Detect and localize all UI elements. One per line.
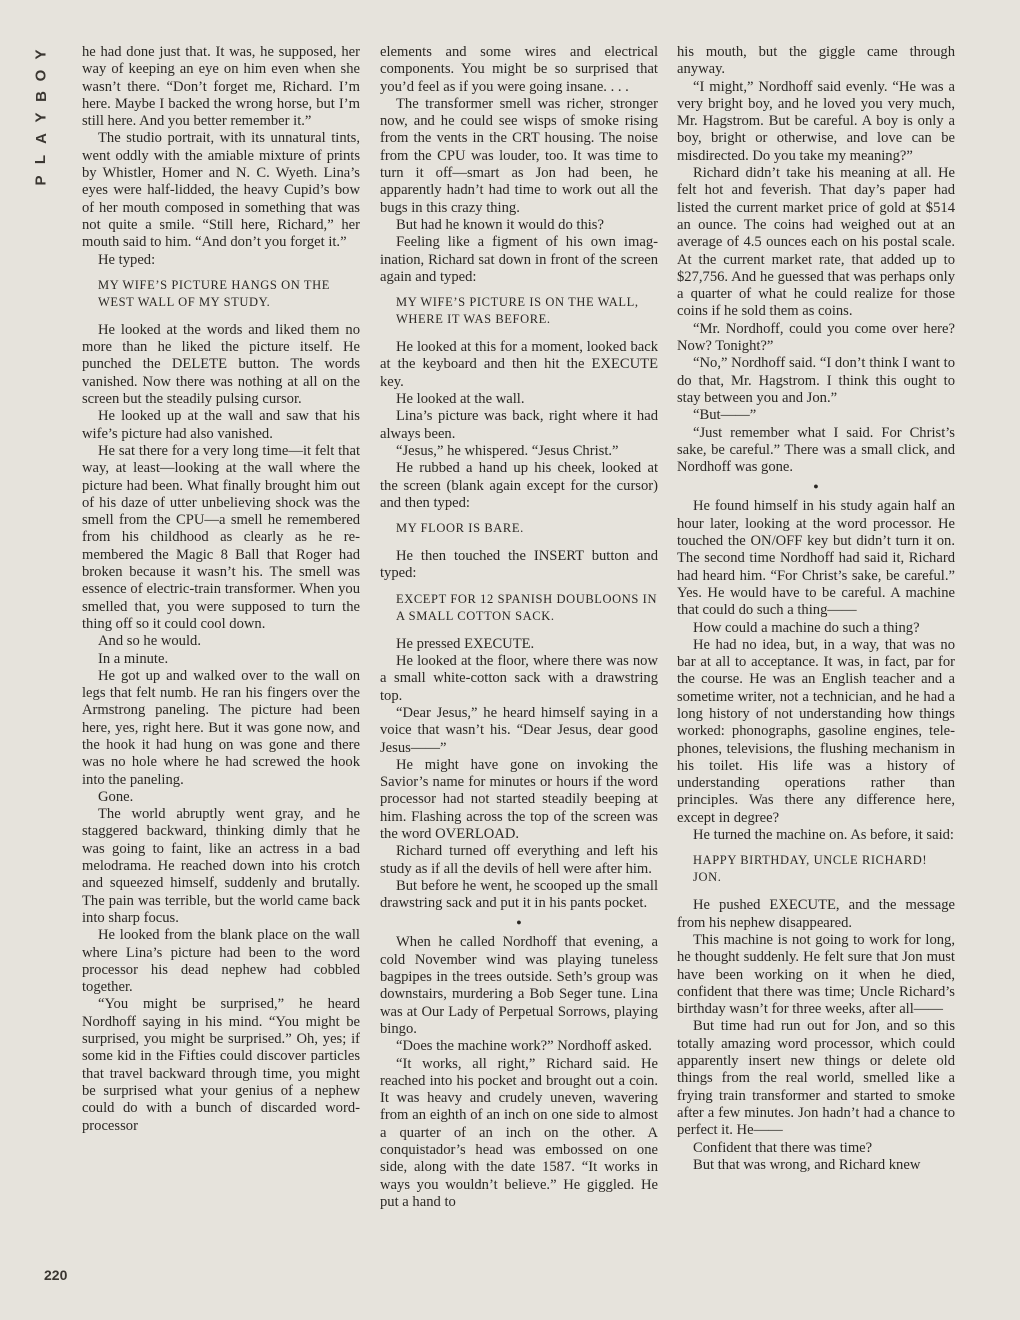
text-column-2 (380, 44, 658, 1211)
paragraph: “Just remember what I said. For Christ’s sake, be careful.” There was a small click, and Nordhoff was gone. (677, 424, 955, 476)
paragraph: This machine is not going to work for long, he thought suddenly. He felt sure that Jon must have been working on it when he died, confident that there was time; Uncle Richard’s birthday wasn’t for three weeks, after all—— (677, 931, 955, 1018)
paragraph: He pushed EXECUTE, and the message from his nephew disappeared. (677, 897, 955, 931)
page-number: 220 (44, 1267, 68, 1283)
paragraph: But had he known it would do this? (396, 216, 604, 233)
paragraph: He pressed EXECUTE. (396, 635, 535, 652)
paragraph: he had done just that. It was, he supposed, her way of keeping an eye on him even when she wasn’t there. “Don’t forget me, Richard. I’m here. Maybe I backed the wrong horse, but I’m still here. And you better remember it.” (82, 44, 360, 130)
paragraph: “But——” (693, 407, 757, 424)
paragraph: The world abruptly went gray, and he staggered backward, thinking dimly that he was going to faint, like an actress in a bad melodrama. He reached down into his crotch and squeezed himself, suddenly and brutally. The pain was terrible, but the world came back into sharp focus. (82, 806, 360, 926)
sideband-letter: O (32, 69, 50, 82)
paragraph: “No,” Nordhoff said. “I don’t think I want to do that, Mr. Hagstrom. I think this ought to stay between you and Jon.” (677, 355, 955, 406)
typed-text (396, 294, 658, 328)
typed-line: WEST WALL OF MY STUDY. (98, 294, 271, 309)
sideband-letter: B (32, 91, 50, 102)
typed-line: MY FLOOR IS BARE. (396, 521, 524, 536)
sideband-letter: Y (32, 112, 50, 123)
paragraph: When he called Nordhoff that evening, a cold November wind was playing tuneless bagpipes in the trees outside. Seth’s group was downstairs, murdering a Bob Seger tune. Lina was at Our Lady of Perpetual Sorrows, playing bingo. (380, 934, 658, 1037)
text-column-3 (677, 44, 955, 1174)
paragraph: He looked at the floor, where there was now a small white-cotton sack with a drawstring top. (380, 653, 658, 704)
paragraph: He then touched the INSERT button and typed: (380, 548, 658, 582)
typed-line: JON. (693, 870, 722, 885)
paragraph: He looked from the blank place on the wall where Lina’s picture had been to the word processor his dead nephew had cobbled together. (82, 927, 360, 996)
paragraph: Confident that there was time? (693, 1139, 873, 1156)
typed-text (396, 591, 658, 625)
paragraph: “Dear Jesus,” he heard himself saying in a voice that wasn’t his. “Dear Jesus, dear good Jesus——” (380, 704, 658, 756)
paragraph: his mouth, but the giggle came through anyway. (677, 44, 955, 78)
paragraph: Richard turned off everything and left his study as if all the devils of hell were after him. (380, 843, 658, 877)
paragraph: But before he went, he scooped up the small drawstring sack and put it in his pants pocket. (380, 877, 658, 912)
paragraph: He had no idea, but, in a way, that was no bar at all to acceptance. It was, in fact, par for the course. He was an English teacher and a sometime writer, not a technician, and he had a long history of not understanding how things worked: phonographs, gasoline engines, telephones, televisions, the flushing mechanism in his toilet. His life was a history of understanding operations rather than principles. Was there any difference here, except in degree? (677, 636, 955, 826)
paragraph: “I might,” Nordhoff said evenly. “He was a very bright boy, and he loved you very much, Mr. Hagstrom. But be careful. A boy is only a boy, bright or otherwise, and love can be misdirected. Do you take my meaning?” (677, 78, 955, 164)
paragraph: The transformer smell was richer, stronger now, and he could see wisps of smoke rising from the vents in the CRT housing. The noise from the CPU was louder, too. It was time to turn it off—smart as Jon had been, he apparently hadn’t had time to work out all the bugs in this crazy thing. (380, 95, 658, 216)
typed-text (396, 520, 658, 537)
paragraph: “Mr. Nordhoff, could you come over here? Now? Tonight?” (677, 320, 955, 355)
paragraph: He typed: (98, 251, 156, 268)
typed-text (693, 852, 955, 886)
paragraph: “It works, all right,” Richard said. He reached into his pocket and brought out a coin. It was heavy and crudely uneven, wavering from an eighth of an inch on one side to almost a quarter of an inch on the other. A conquistador’s head was embossed on one side, along with the date 1587. “It works in ways you wouldn’t believe.” He giggled. He put a hand to (380, 1055, 658, 1210)
typed-line: HAPPY BIRTHDAY, UNCLE RICHARD! (693, 853, 928, 868)
section-break-ornament: ● (813, 481, 819, 492)
paragraph: “Jesus,” he whispered. “Jesus Christ.” (396, 442, 619, 459)
paragraph: Feeling like a figment of his own imagination, Richard sat down in front of the screen again and typed: (380, 234, 658, 285)
paragraph: In a minute. (98, 650, 169, 667)
paragraph: He got up and walked over to the wall on legs that felt numb. He ran his fingers over the Armstrong paneling. The picture had been here, yes, right here. But it was gone now, and the hook it had hung on was gone and there was no hole where he had screwed the hook into the paneling. (82, 667, 360, 788)
paragraph: He might have gone on invoking the Savior’s name for minutes or hours if the word processor had not started steadily beeping at him. Flashing across the top of the screen was the word OVERLOAD. (380, 756, 658, 842)
typed-line: WHERE IT WAS BEFORE. (396, 312, 551, 327)
sideband-letter: P (32, 175, 50, 186)
text-column-1 (82, 44, 360, 1135)
paragraph: He looked at this for a moment, looked back at the keyboard and then hit the EXECUTE key. (380, 339, 658, 390)
sideband-letter: A (32, 133, 50, 144)
section-break-ornament: ● (516, 917, 522, 928)
paragraph: But time had run out for Jon, and so this totally amazing word processor, which could apparently insert new things or delete old things from the real world, smelled like a frying train transformer and started to smoke after a few minutes. Jon hadn’t had a chance to perfect it. He—— (677, 1018, 955, 1139)
paragraph: He looked at the wall. (396, 391, 525, 408)
paragraph: “You might be surprised,” he heard Nordhoff saying in his mind. “You might be surprised, you might be surprised.” Oh, yes; if some kid in the Fifties could discover particles that travel backward through time, you might be surprised what your genius of a nephew could do with a bunch of discarded word-processor (82, 996, 360, 1134)
paragraph: How could a machine do such a thing? (693, 619, 920, 636)
paragraph: He looked at the words and liked them no more than he liked the picture itself. He punched the DELETE button. The words vanished. Now there was nothing at all on the screen but the steadily pulsing cursor. (82, 321, 360, 408)
typed-line: EXCEPT FOR 12 SPANISH DOUBLOONS IN (396, 591, 658, 606)
sideband-letter: L (32, 154, 50, 165)
paragraph: He turned the machine on. As before, it said: (693, 827, 954, 844)
paragraph: He found himself in his study again half an hour later, looking at the word processor. He touched the ON/OFF key but didn’t turn it on. The second time Nordhoff had said it, Richard had heard him. “For Christ’s sake, be careful.” Yes. He would have to be careful. A machine that could do such a thing—— (677, 498, 955, 619)
paragraph: Richard didn’t take his meaning at all. He felt hot and feverish. That day’s paper had listed the current market price of gold at $514 an ounce. The coins had weighed out at an average of 4.5 ounces each on his postal scale. At the current market rate, that added up to $27,756. And he guessed that was perhaps only a quarter of what he could realize for those coins if he sold them as coins. (677, 165, 955, 320)
paragraph: He sat there for a very long time—it felt that way, at least—looking at the wall where the picture had been. What finally brought him out of his daze of utter unbelieving shock was the smell from the CPU—a smell he remembered from his childhood as clearly as he remembered the Magic 8 Ball that Roger had broken because it wasn’t his. The smell was essence of electric-train transformer. When you smelled that, you were supposed to turn the thing off so it could cool down. (82, 442, 360, 632)
sideband-letter: Y (32, 49, 50, 60)
paragraph: The studio portrait, with its unnatural tints, went oddly with the amiable mixture of prints by Whistler, Homer and N. C. Wyeth. Lina’s eyes were half-lidded, the heavy Cupid’s bow of her mouth composed in something that was not quite a smile. “Still here, Richard,” her mouth said to him. “And don’t you forget it.” (82, 130, 360, 251)
paragraph: elements and some wires and electrical components. You might be so surprised that you’d feel as if you were going insane. . . . (380, 44, 658, 95)
paragraph: But that was wrong, and Richard knew (693, 1156, 921, 1173)
paragraph: And so he would. (98, 633, 201, 650)
typed-text (98, 277, 360, 311)
paragraph: “Does the machine work?” Nordhoff asked. (396, 1038, 652, 1055)
paragraph: Gone. (98, 788, 134, 805)
typed-line: MY WIFE’S PICTURE IS ON THE WALL, (396, 295, 639, 310)
typed-line: MY WIFE’S PICTURE HANGS ON THE (98, 277, 331, 292)
paragraph: He looked up at the wall and saw that his wife’s picture had also vanished. (82, 408, 360, 442)
typed-line: A SMALL COTTON SACK. (396, 608, 555, 623)
magazine-sideband (30, 44, 52, 191)
paragraph: Lina’s picture was back, right where it had always been. (380, 408, 658, 442)
paragraph: He rubbed a hand up his cheek, looked at the screen (blank again except for the cursor) and then typed: (380, 460, 658, 511)
